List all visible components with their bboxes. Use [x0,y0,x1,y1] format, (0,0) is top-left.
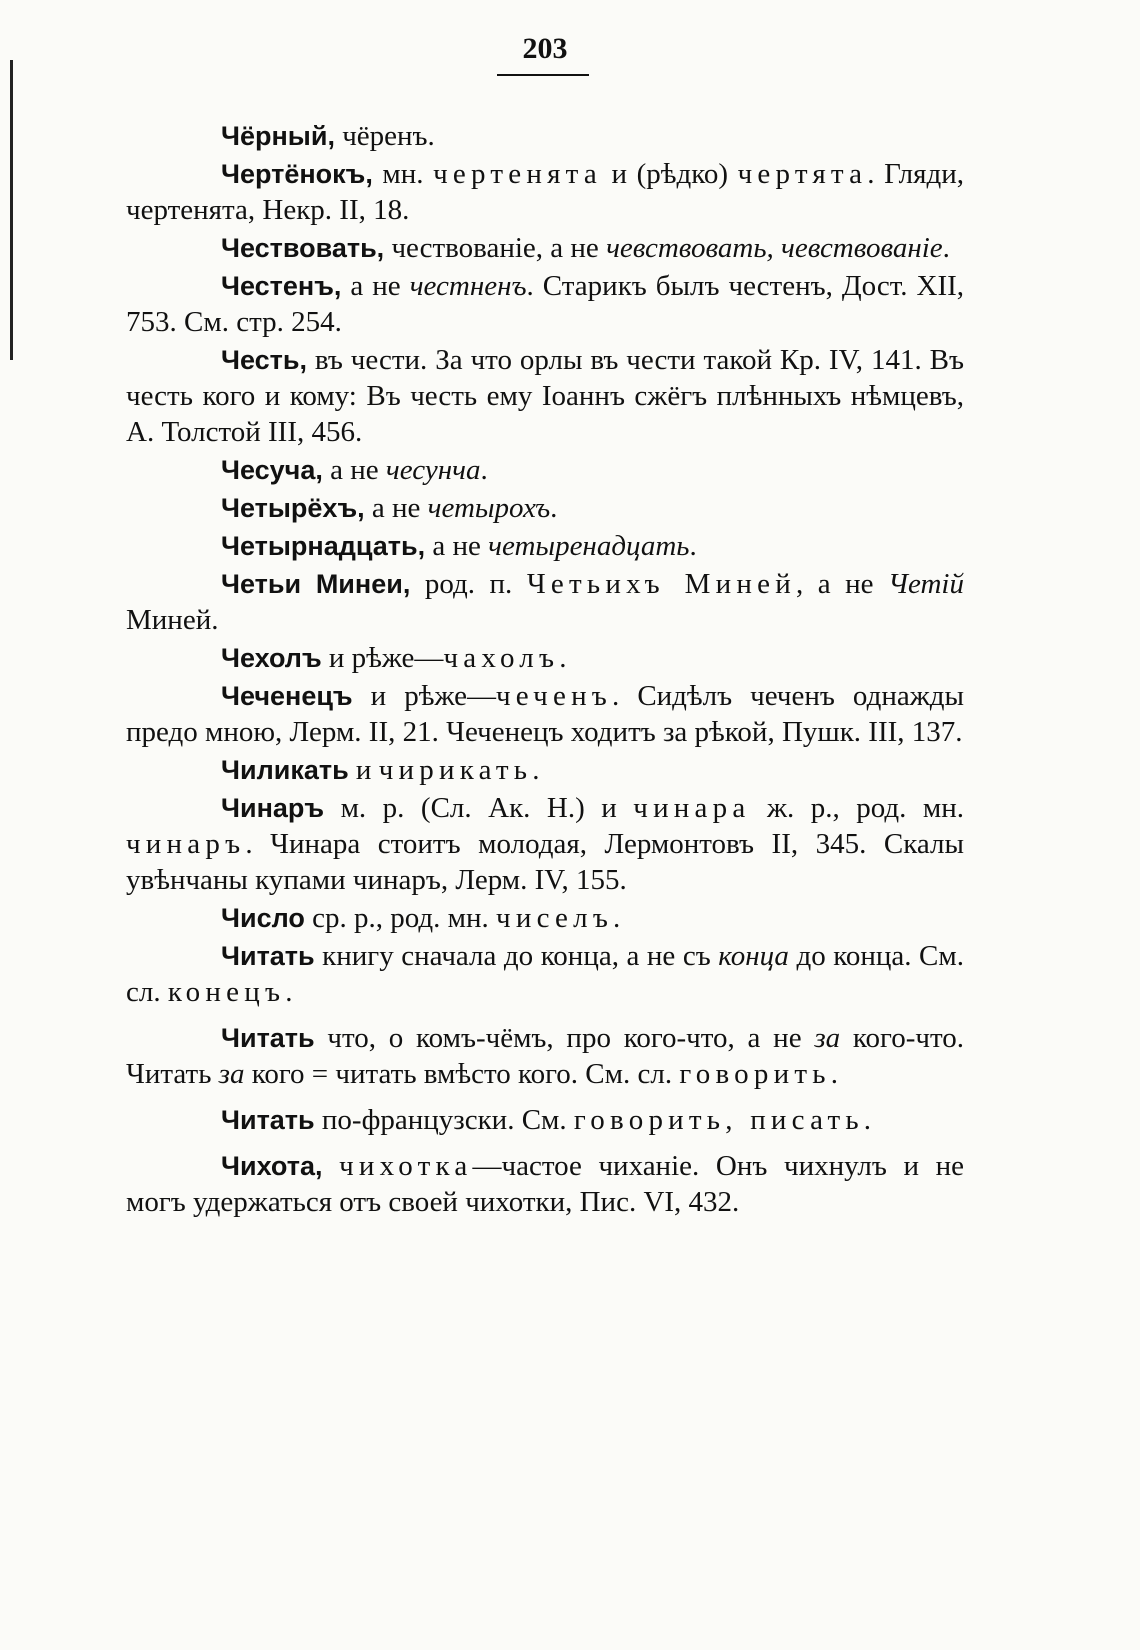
entry-headword: Четырнадцать, [221,531,426,561]
dictionary-entry [126,938,964,1010]
entry-headword: Чертёнокъ, [221,159,373,189]
entry-text: чествованіе, а не [384,232,607,264]
dictionary-entry [126,156,964,228]
entry-text: . [689,530,697,562]
entry-text: по-французски. См. [314,1104,574,1136]
entry-headword: Чеченецъ [221,681,353,711]
entry-spaced-text: конецъ [167,976,286,1008]
entry-spaced-text: чихотка [339,1150,473,1182]
entry-text: чёренъ. [334,120,435,152]
entry-spaced-text: чертенята [433,158,602,190]
entry-spaced-text: говорить, писать [573,1104,864,1136]
entry-text: . Гляди, чертенята, Некр. II, 18. [126,158,965,226]
entry-italic-text: за [814,1022,841,1054]
entry-text: книгу сначала до конца, а не съ [314,940,719,972]
dictionary-entry [126,900,964,936]
entry-spaced-text: Четьихъ Миней [526,568,796,600]
entry-text: ср. р., род. мн. [304,902,497,934]
entry-text: а не [322,454,386,486]
entry-headword: Число [221,903,305,933]
dictionary-entry [126,268,964,340]
entry-text: а не [364,492,428,524]
entry-headword: Четырёхъ, [221,493,365,523]
entry-headword: Чиликать [221,755,349,785]
entry-text: до конца. См. сл. [126,940,965,1008]
entry-italic-text: честненъ [409,270,527,302]
entry-text: род. п. [410,568,527,600]
entry-text: м. р. (Сл. Ак. Н.) и [324,792,634,824]
entry-headword: Читать [221,941,315,971]
entry-text: . Старикъ былъ честенъ, Дост. XII, 753. См. стр. 254. [126,270,965,338]
page-number-rule [497,74,589,76]
entry-headword: Чёрный, [221,121,335,151]
entry-italic-text: за [218,1058,245,1090]
entry-text: въ чести. За что орлы въ чести такой Кр. IV, 141. Въ честь кого и кому: Въ честь ему Іоаннъ сжёгъ плѣнныхъ нѣмцевъ, А. Толстой III, 456. [126,344,964,448]
dictionary-entry [126,566,964,638]
entry-text: . [285,976,293,1008]
entry-text: . [559,642,567,674]
entry-italic-text: чевствовать, чевствованіе [606,232,943,264]
entry-text: и рѣже— [352,680,496,712]
entry-headword: Честь, [221,345,307,375]
dictionary-entry [126,1020,964,1092]
entry-spaced-text: чахолъ [443,642,560,674]
entry-text: кого-что. Читать [126,1022,964,1090]
dictionary-entry [126,342,964,450]
dictionary-entry [126,790,964,898]
entry-spaced-text: чирикать [378,754,533,786]
entry-text: а не [425,530,489,562]
entry-text: а не [341,270,410,302]
entry-spaced-text: чеченъ [496,680,613,712]
entry-text: . [613,902,621,934]
entry-text: мн. [372,158,434,190]
entry-italic-text: четыренадцать [488,530,690,562]
entry-text: . Чинара стоитъ молодая, Лермонтовъ II, 345. Скалы увѣнчаны купами чинаръ, Лерм. IV, 155. [126,828,964,896]
entry-text: . Сидѣлъ чеченъ однажды предо мною, Лерм. II, 21. Чеченецъ ходитъ за рѣкой, Пушк. III, 137. [126,680,965,748]
entry-text: —частое чиханіе. Онъ чихнулъ и не могъ удержаться отъ своей чихотки, Пис. VI, 432. [126,1150,964,1218]
entry-spaced-text: чертята [737,158,868,190]
entry-spaced-text: чинаръ [126,828,246,860]
entry-headword: Чинаръ [221,793,325,823]
entry-text [322,1150,339,1182]
entry-text: Миней. [126,604,219,636]
entry-text: и [348,754,379,786]
dictionary-entry [126,230,964,266]
entry-text: , а не [795,568,889,600]
entry-text: . [550,492,558,524]
entry-headword: Чихота, [221,1151,323,1181]
entry-italic-text: чесунча [385,454,481,486]
entry-text: что, о комъ-чёмъ, про кого-что, а не [314,1022,815,1054]
dictionary-entry [126,640,964,676]
dictionary-entry [126,528,964,564]
entry-text: . [532,754,540,786]
entry-headword: Честенъ, [221,271,342,301]
entry-spaced-text: чинара [633,792,751,824]
dictionary-entry [126,490,964,526]
entry-headword: Чесуча, [221,455,323,485]
entry-text: ж. р., род. мн. [750,792,965,824]
entry-spaced-text: говорить [679,1058,831,1090]
entry-headword: Чехолъ [221,643,322,673]
entry-text: . [942,232,950,264]
entry-text: . [863,1104,872,1136]
entry-spaced-text: чиселъ [496,902,614,934]
dictionary-entry [126,1148,964,1220]
entry-text: . [480,454,488,486]
page-number: 203 [522,32,568,65]
page-edge-mark [10,60,13,360]
dictionary-entry [126,678,964,750]
entry-italic-text: конца [718,940,789,972]
entry-text: и рѣже— [321,642,444,674]
entry-text: кого = читать вмѣсто кого. См. сл. [244,1058,680,1090]
entry-headword: Четьи Минеи, [221,569,411,599]
dictionary-entry [126,118,964,154]
entry-headword: Читать [221,1105,315,1135]
entry-text: . [830,1058,838,1090]
dictionary-entry [126,752,964,788]
dictionary-entry [126,1102,964,1138]
entry-headword: Чествовать, [221,233,385,263]
dictionary-entry [126,452,964,488]
dictionary-entries [126,118,964,1222]
entry-italic-text: Четій [888,568,964,600]
entry-text: и (рѣдко) [601,158,738,190]
entry-italic-text: четырохъ [427,492,551,524]
entry-headword: Читать [221,1023,315,1053]
